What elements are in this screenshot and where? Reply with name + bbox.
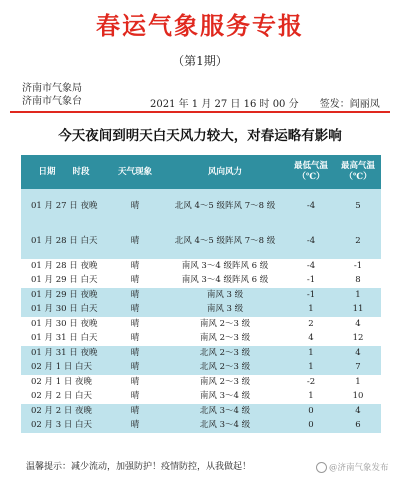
row-tmin: -1 xyxy=(287,288,335,303)
table-row xyxy=(21,224,381,259)
row-tmin: -4 xyxy=(306,260,316,271)
row-weather: 晴 xyxy=(130,275,140,286)
warm-reminder: 温馨提示：减少流动，加强防护！疫情防控，从我做起！ xyxy=(26,462,252,472)
row-wind: 南风 3～4 级 xyxy=(199,391,251,402)
row-wind: 北风 3～4 级 xyxy=(163,404,287,419)
table-header-row xyxy=(21,155,381,189)
table-row xyxy=(21,346,381,361)
row-tmax: 11 xyxy=(335,303,381,318)
row-tmax: 1 xyxy=(355,376,361,387)
row-weather: 晴 xyxy=(107,288,163,303)
row-date: 01 月 31 日 白天 xyxy=(31,333,98,344)
table-row xyxy=(21,274,381,289)
issue-datetime: 2021 年 1 月 27 日 16 时 00 分 xyxy=(150,99,299,110)
row-tmax: 7 xyxy=(335,361,381,376)
row-tmax: 4 xyxy=(335,404,381,419)
row-wind: 南风 3 级 xyxy=(163,288,287,303)
issuer-observatory: 济南市气象台 xyxy=(22,96,82,107)
row-tmin: -1 xyxy=(306,275,316,286)
row-weather: 晴 xyxy=(107,224,163,259)
header-divider xyxy=(10,111,390,113)
table-row xyxy=(21,288,381,303)
table-row xyxy=(21,361,381,376)
row-date: 01 月 29 日 白天 xyxy=(31,275,98,286)
row-tmax: 5 xyxy=(335,189,381,224)
row-weather: 晴 xyxy=(107,361,163,376)
row-tmax: 6 xyxy=(335,419,381,434)
row-date: 01 月 31 日 夜晚 xyxy=(21,346,107,361)
row-tmin: 2 xyxy=(308,318,314,329)
weibo-icon xyxy=(316,462,327,473)
row-tmin: 4 xyxy=(308,333,314,344)
row-date: 01 月 28 日 夜晚 xyxy=(31,260,98,271)
row-weather: 晴 xyxy=(107,404,163,419)
table-row xyxy=(21,404,381,419)
headline: 今天夜间到明天白天风力较大，对春运略有影响 xyxy=(58,128,342,144)
header-wind: 风向风力 xyxy=(163,155,287,189)
row-date: 01 月 29 日 夜晚 xyxy=(21,288,107,303)
row-weather: 晴 xyxy=(130,391,140,402)
row-weather: 晴 xyxy=(130,333,140,344)
table-row xyxy=(21,419,381,434)
row-date: 01 月 30 日 白天 xyxy=(21,303,107,318)
table-row xyxy=(21,189,381,224)
row-date: 02 月 2 日 白天 xyxy=(31,391,93,402)
row-tmin: 1 xyxy=(308,391,314,402)
table-row xyxy=(21,375,381,390)
row-wind: 南风 2～3 级 xyxy=(199,333,251,344)
header-tmax: 最高气温（℃） xyxy=(335,155,381,189)
row-date: 02 月 3 日 白天 xyxy=(21,419,107,434)
row-tmax: 8 xyxy=(355,275,361,286)
row-date: 02 月 1 日 夜晚 xyxy=(31,376,93,387)
row-tmin: -2 xyxy=(306,376,316,387)
row-weather: 晴 xyxy=(130,376,140,387)
row-tmax: 1 xyxy=(335,288,381,303)
table-row xyxy=(21,332,381,347)
row-tmin: 1 xyxy=(287,361,335,376)
row-tmin: 1 xyxy=(287,346,335,361)
issue-number: （第1期） xyxy=(172,54,228,68)
row-tmax: 4 xyxy=(335,346,381,361)
row-weather: 晴 xyxy=(107,346,163,361)
header-date-time: 日期 时段 xyxy=(21,155,107,189)
row-date: 01 月 30 日 夜晚 xyxy=(31,318,98,329)
row-weather: 晴 xyxy=(107,419,163,434)
row-tmax: -1 xyxy=(353,260,363,271)
row-wind: 北风 4～5 级阵风 7～8 级 xyxy=(163,224,287,259)
header-tmin: 最低气温（℃） xyxy=(287,155,335,189)
row-tmax: 2 xyxy=(335,224,381,259)
row-wind: 南风 3～4 级阵风 6 级 xyxy=(181,275,269,286)
table-row xyxy=(21,317,381,332)
report-title: 春运气象服务专报 xyxy=(96,11,304,40)
row-tmin: 0 xyxy=(287,404,335,419)
row-weather: 晴 xyxy=(130,318,140,329)
issuer-bureau: 济南市气象局 xyxy=(22,83,82,94)
row-wind: 南风 2～3 级 xyxy=(199,318,251,329)
row-tmin: -4 xyxy=(287,189,335,224)
watermark-text: @济南气象发布 xyxy=(329,463,389,473)
row-tmin: -4 xyxy=(287,224,335,259)
row-tmax: 12 xyxy=(352,333,364,344)
row-tmax: 10 xyxy=(352,391,364,402)
row-wind: 南风 2～3 级 xyxy=(199,376,251,387)
row-wind: 北风 2～3 级 xyxy=(163,346,287,361)
header-weather: 天气现象 xyxy=(107,155,163,189)
issuer-block xyxy=(22,82,82,108)
forecast-table xyxy=(21,155,381,433)
row-weather: 晴 xyxy=(107,303,163,318)
row-tmax: 4 xyxy=(355,318,361,329)
row-wind: 南风 3 级 xyxy=(163,303,287,318)
row-wind: 北风 3～4 级 xyxy=(163,419,287,434)
row-date: 02 月 1 日 白天 xyxy=(21,361,107,376)
watermark xyxy=(316,461,389,473)
row-date: 02 月 2 日 夜晚 xyxy=(21,404,107,419)
row-tmin: 1 xyxy=(287,303,335,318)
table-row xyxy=(21,259,381,274)
row-wind: 南风 3～4 级阵风 6 级 xyxy=(181,260,269,271)
row-wind: 北风 4～5 级阵风 7～8 级 xyxy=(163,189,287,224)
row-weather: 晴 xyxy=(130,260,140,271)
signer: 签发：阎丽凤 xyxy=(319,99,380,110)
row-date: 01 月 28 日 白天 xyxy=(21,224,107,259)
row-weather: 晴 xyxy=(107,189,163,224)
table-row xyxy=(21,390,381,405)
issue-meta xyxy=(150,95,398,110)
row-tmin: 0 xyxy=(287,419,335,434)
table-row xyxy=(21,303,381,318)
row-wind: 北风 2～3 级 xyxy=(163,361,287,376)
row-date: 01 月 27 日 夜晚 xyxy=(21,189,107,224)
